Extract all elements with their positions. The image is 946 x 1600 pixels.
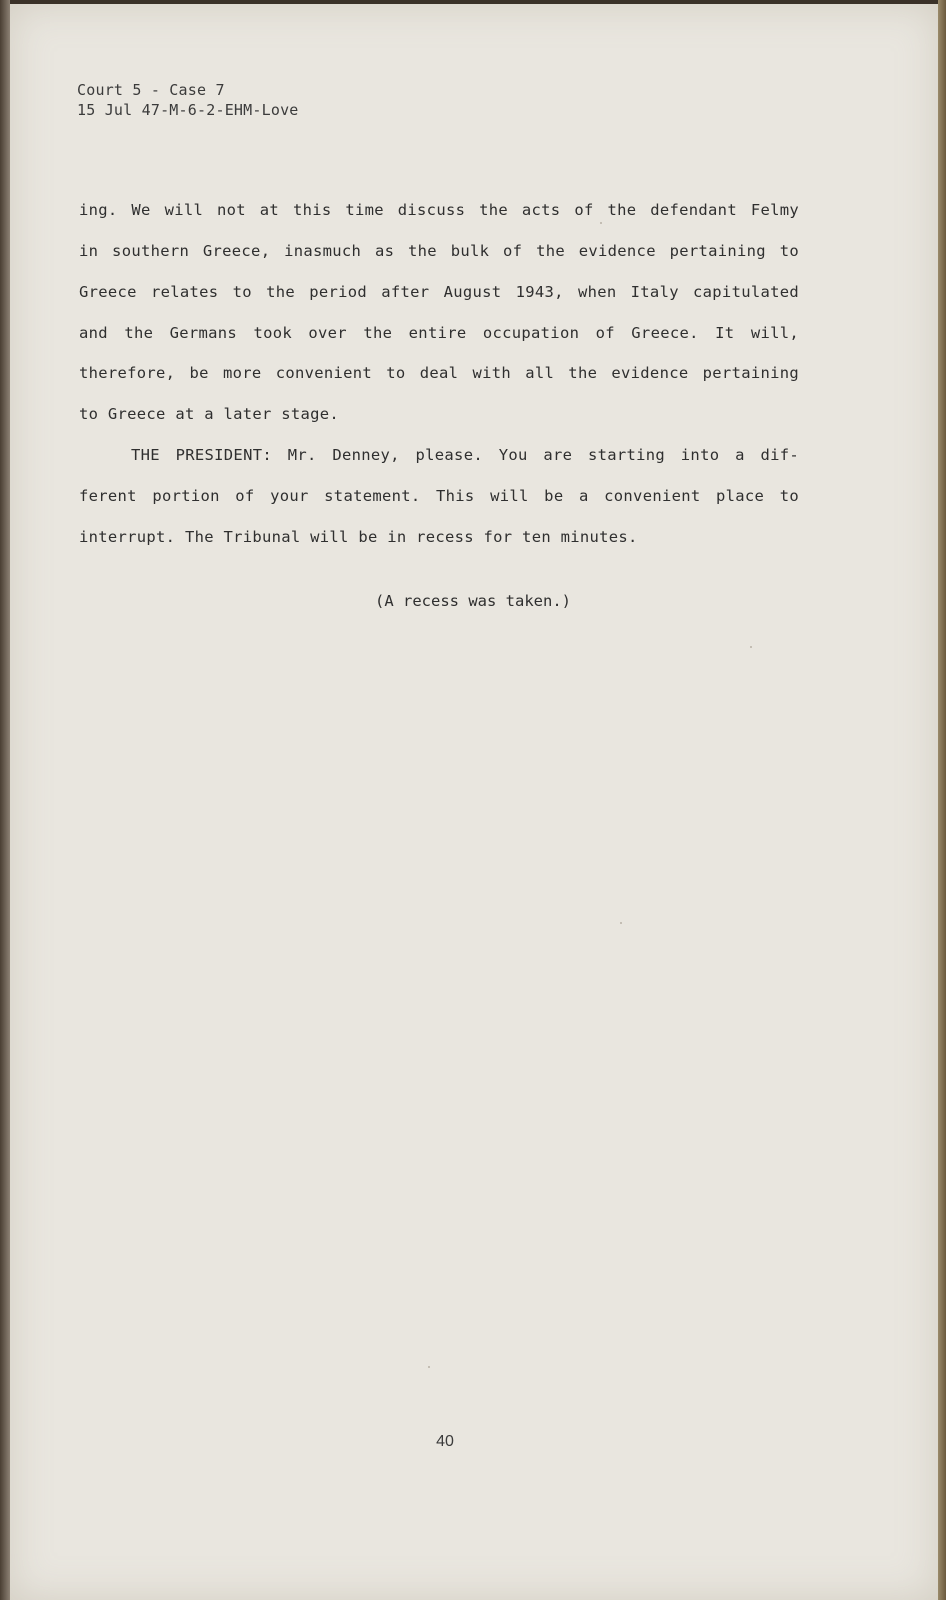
body-line-2: in southern Greece, inasmuch as the bulk of the evidence pertaining to [79,242,799,260]
case-header-date-code: 15 Jul 47-M-6-2-EHM-Love [77,101,299,119]
body-line-4: and the Germans took over the entire occupation of Greece. It will, [79,324,799,342]
paper-speck [428,1366,430,1368]
paper-speck [620,922,622,924]
page-number: 40 [436,1433,454,1450]
paper-speck [750,646,752,648]
scan-right-edge [938,0,946,1600]
body-line-8: ferent portion of your statement. This will be a convenient place to [79,487,799,505]
paper-speck [600,222,602,224]
case-header-court: Court 5 - Case 7 [77,81,225,99]
body-line-6: to Greece at a later stage. [79,405,340,423]
scan-left-edge [0,0,10,1600]
body-line-9: interrupt. The Tribunal will be in recess for ten minutes. [79,528,638,546]
body-line-5: therefore, be more convenient to deal with all the evidence pertaining [79,364,799,382]
recess-note: (A recess was taken.) [375,592,571,610]
body-line-3: Greece relates to the period after August 1943, when Italy capitulated [79,283,799,301]
body-line-1: ing. We will not at this time discuss the acts of the defendant Felmy [79,201,799,219]
president-statement-line: THE PRESIDENT: Mr. Denney, please. You are starting into a dif- [131,446,799,464]
